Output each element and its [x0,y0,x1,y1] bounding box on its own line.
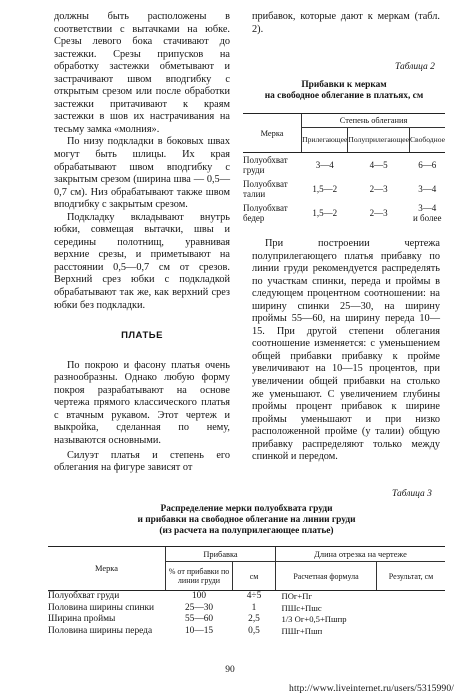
table-row [243,201,445,225]
table-2 [243,113,445,225]
table-caption [243,80,445,102]
column-group-header: Степень облегания [302,114,445,128]
row-label: Половина ширины спинки [48,602,155,613]
table-cell [377,614,446,626]
page-number: 90 [225,665,235,675]
right-column-top [252,11,440,36]
table-cell: 55—60 [184,614,214,625]
table-cell: 0,5 [248,625,260,636]
watermark-url: http://www.liveinternet.ru/users/5315990/ [289,683,454,694]
column-header: % от прибавки по линии груди [166,562,233,591]
right-column-body [252,238,440,464]
table-cell: 1,5—2 [312,184,338,194]
paragraph: По низу подкладки в боковых швах могут быть шлицы. Их края обрабатывают швом вподгибку с закрытым срезом (ширина шва — 0,5—0,7 см). Низ обрабатывают также швом вподгибку с закрытым срезом. [54,136,230,211]
table-caption-line: на свободное облегание в платьях, см [264,91,424,101]
table-caption-line: и прибавки на свободное облегание на линии груди [137,515,356,525]
column-header: Расчетная формула [276,562,377,591]
row-label: Полуобхват бедер [243,203,288,223]
table-label: Таблица 2 [395,62,435,72]
paragraph: Силуэт платья и степень его облегания на фигуре зависят от [54,449,230,474]
row-label: Полуобхват груди [48,591,120,601]
column-group-header: Прибавка [166,547,276,562]
table-cell: 4÷5 [246,591,262,601]
table-cell: ПШг+Пшп [281,625,323,636]
table-row [48,626,445,638]
column-header: см [233,562,276,591]
column-header: Мерка [243,114,302,153]
table-row [48,591,445,603]
table-cell: 3—4 и более [412,203,442,223]
table-cell: 2,5 [248,614,260,625]
paragraph: Подкладку вкладывают внутрь юбки, совмещая вытачки, швы и середины полотнищ, уравнивая верхние срезы, и приметывают на расстоянии 0,5—0,7 см от срезов. Верхний срез юбки с подкладкой обрабатывают так же, как верхний срез юбки без подкладки. [54,211,230,311]
column-header: Свободное [409,128,445,153]
table-row [243,153,445,178]
row-label: Полуобхват талии [243,179,288,199]
table-cell: ПШс+Пшс [281,602,322,613]
table-row [243,177,445,201]
column-header: Прилегающее [302,128,348,153]
table-cell: 100 [191,591,207,601]
table-cell: 3—4 [418,184,437,194]
row-label: Ширина проймы [48,614,116,625]
table-3 [48,546,445,637]
table-cell: 3—4 [315,160,334,170]
table-caption [48,504,445,537]
table-cell: 1 [251,602,257,613]
table-cell [377,591,446,603]
table-cell [377,626,446,638]
table-cell: 1,5—2 [312,208,338,218]
table-caption-line: (из расчета на полуприлегающее платье) [159,526,334,536]
left-column [54,11,230,475]
column-group-header: Длина отрезка на чертеже [276,547,446,562]
table-cell: 2—3 [369,208,388,218]
table-row [48,614,445,626]
paragraph: должны быть расположены в соответствии с вытачками на юбке. Срезы левого бока стачивают до застежки. Срезы припусков на обработку застежки обметывают и застрачивают швом вподгибку с открытым срезом или после обработки застежки притачивают к краям застежки в шов их настрачивания на тесьму замка «молния». [54,11,230,135]
column-header: Полуприлегающее [348,128,410,153]
column-header: Мерка [48,547,166,591]
paragraph: При построении чертежа полуприлегающего платья прибавку по линии груди рекомендуется распределять по участкам спинки, переда и проймы в следующем процентном соотношении: на ширину спинки 25—30, на ширину проймы 55—60, на ширину переда 10—15. При другой степени облегания соотношение изменяется: с уменьшением общей прибавки прибавку к пройме увеличивают на 10—15 процентов, при увеличении общей прибавки на столько же уменьшают. С увеличением глубины проймы процент прибавок к ширине проймы уменьшают и при низко расположенной пройме (у талии) общую прибавку распределяют только между спинкой и передом. [252,238,440,463]
table-cell: 4—5 [369,160,388,170]
row-label: Полуобхват груди [243,155,288,175]
table-cell: 25—30 [184,602,214,613]
table-cell [377,603,446,615]
table-cell: 2—3 [369,184,388,194]
paragraph: прибавок, которые дают к меркам (табл. 2). [252,11,440,35]
table-cell: ПОг+Пг [281,591,313,601]
table-label: Таблица 3 [392,489,432,499]
table-row [48,603,445,615]
column-header: Результат, см [377,562,446,591]
row-label: Половина ширины переда [48,625,153,636]
table-cell: 1/3 Ог+0,5+Пшпр [281,614,347,625]
table-caption-line: Распределение мерки полуобхвата груди [160,504,333,514]
table-cell: 10—15 [184,625,214,636]
table-caption-line: Прибавки к меркам [301,80,387,90]
section-title: ПЛАТЬЕ [121,330,163,342]
table-cell: 6—6 [418,160,437,170]
paragraph: По покрою и фасону платья очень разнообразны. Однако любую форму покроя разрабатывают на основе чертежа прямого классического платья с втачным рукавом. Этот чертеж и выкройка, сделанная по нему, называются основными. [54,359,230,446]
